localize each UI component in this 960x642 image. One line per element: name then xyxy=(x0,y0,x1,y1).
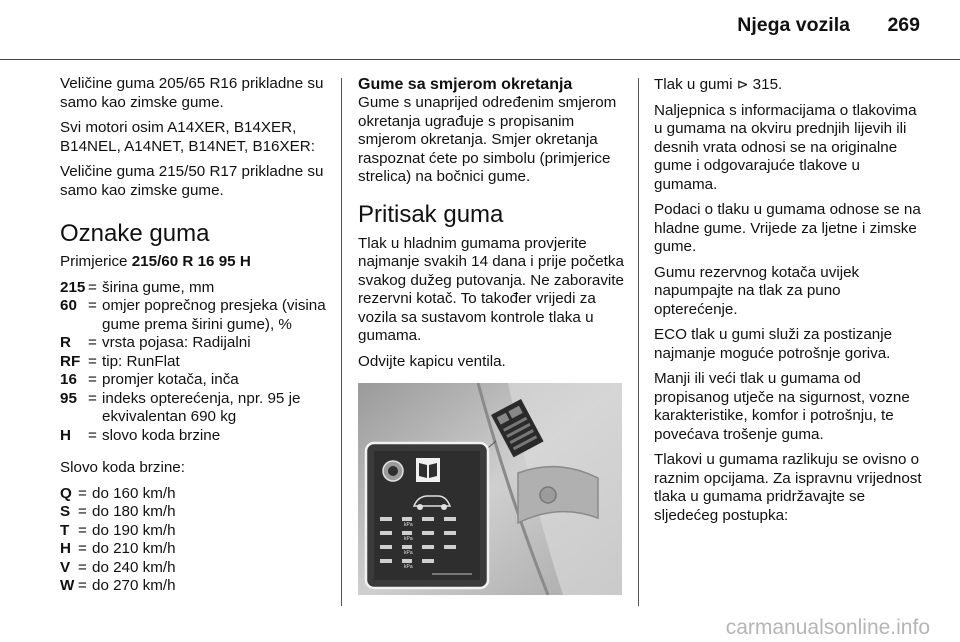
def-value: omjer poprečnog presjeka (visina gume prema širini gume), % xyxy=(102,297,326,333)
tire-pressure-label-illustration xyxy=(358,383,622,595)
example-line xyxy=(60,253,330,272)
speed-value: do 240 km/h xyxy=(92,558,176,576)
speed-row xyxy=(60,559,176,578)
paragraph: ECO tlak u gumi služi za postizanje najmanje moguće potrošnje goriva. xyxy=(654,326,893,362)
def-eq: = xyxy=(88,389,97,407)
speed-eq: = xyxy=(78,484,87,502)
page-ref-arrow-icon: ⊳ xyxy=(736,76,749,92)
speed-eq: = xyxy=(78,521,87,539)
speed-code-list xyxy=(60,485,176,596)
column-2 xyxy=(358,75,626,595)
def-eq: = xyxy=(88,297,97,314)
tire-label-inset xyxy=(366,443,488,588)
def-eq: = xyxy=(88,278,97,296)
paragraph: Odvijte kapicu ventila. xyxy=(358,352,506,370)
paragraph: Gume s unaprijed određenim smjerom okretanja ugrađuje s propisanim smjerom okretanja. Smjer okretanja raspoznat ćete po simbolu (primjerice strelica) na bočnici gume. xyxy=(358,94,617,185)
definition-row xyxy=(60,334,330,353)
paragraph: Veličine guma 215/50 R17 prikladne su samo kao zimske gume. xyxy=(60,163,324,199)
cross-reference xyxy=(654,75,924,95)
kpa-label: kPa xyxy=(404,522,413,528)
def-key: 215 xyxy=(60,278,86,296)
speed-eq: = xyxy=(78,540,87,557)
page-number: 269 xyxy=(887,14,920,36)
definition-row xyxy=(60,353,330,372)
def-key: H xyxy=(60,426,71,444)
header-rule xyxy=(0,59,960,60)
speed-key: S xyxy=(60,503,71,520)
def-key: 16 xyxy=(60,371,77,388)
def-key: R xyxy=(60,334,71,351)
paragraph: Tlakovi u gumama razlikuju se ovisno o raznim opcijama. Za ispravnu vrijednost tlaka u gumama pridržavajte se sljedećeg postupka: xyxy=(654,451,922,524)
def-value: tip: RunFlat xyxy=(102,352,180,370)
kpa-label: kPa xyxy=(404,564,413,570)
def-key: RF xyxy=(60,352,81,370)
speed-row xyxy=(60,522,176,541)
paragraph: Podaci o tlaku u gumama odnose se na hladne gume. Vrijede za ljetne i zimske gume. xyxy=(654,201,921,255)
kpa-label: kPa xyxy=(404,536,413,542)
door-pillar-photo xyxy=(358,383,622,595)
section-heading: Gume sa smjerom okretanja xyxy=(358,76,573,93)
speed-row xyxy=(60,503,176,522)
example-label: Primjerice xyxy=(60,253,132,270)
speed-value: do 180 km/h xyxy=(92,503,176,520)
speed-value: do 190 km/h xyxy=(92,521,176,539)
paragraph: Naljepnica s informacijama o tlakovima u gumama na okviru prednjih lijevih ili desnih vrata odnosi se na originalne gume i odgovarajuće tlakove u gumama. xyxy=(654,101,917,193)
speed-key: Q xyxy=(60,484,72,502)
definition-row xyxy=(60,427,330,446)
speed-row xyxy=(60,540,176,559)
column-divider-1 xyxy=(341,78,342,606)
def-value: slovo koda brzine xyxy=(102,426,221,444)
speed-eq: = xyxy=(78,503,87,520)
def-eq: = xyxy=(88,371,97,388)
reference-text: Tlak u gumi xyxy=(654,76,737,93)
example-value: 215/60 R 16 95 H xyxy=(131,253,251,270)
def-key: 60 xyxy=(60,297,77,314)
def-value: promjer kotača, inča xyxy=(102,371,239,388)
speed-key: V xyxy=(60,558,71,576)
def-value: širina gume, mm xyxy=(102,278,215,296)
tire-code-definitions xyxy=(60,279,330,446)
paragraph: Veličine guma 205/65 R16 prikladne su samo kao zimske gume. xyxy=(60,75,324,111)
definition-row xyxy=(60,297,330,334)
speed-key: W xyxy=(60,577,75,594)
speed-code-label: Slovo koda brzine: xyxy=(60,459,185,476)
speed-row xyxy=(60,577,176,596)
speed-key: H xyxy=(60,540,71,557)
kpa-label: kPa xyxy=(404,550,413,556)
header-title: Njega vozila xyxy=(737,14,850,36)
speed-value: do 160 km/h xyxy=(92,484,176,502)
def-value: vrsta pojasa: Radijalni xyxy=(102,334,251,351)
speed-eq: = xyxy=(78,558,87,576)
site-watermark: carmanualsonline.info xyxy=(725,616,930,639)
column-divider-2 xyxy=(638,78,639,606)
definition-row xyxy=(60,371,330,390)
speed-value: do 270 km/h xyxy=(92,577,176,594)
speed-eq: = xyxy=(78,577,87,594)
paragraph: Svi motori osim A14XER, B14XER, B14NEL, A14NET, B14NET, B16XER: xyxy=(60,119,315,155)
speed-value: do 210 km/h xyxy=(92,540,176,557)
reference-page[interactable]: 315. xyxy=(748,76,783,93)
column-1 xyxy=(60,75,330,610)
section-heading: Pritisak guma xyxy=(358,200,504,228)
def-eq: = xyxy=(88,426,97,444)
column-3 xyxy=(654,75,924,532)
def-value: indeks opterećenja, npr. 95 je ekvivalentan 690 kg xyxy=(102,389,301,425)
definition-row xyxy=(60,390,330,427)
speed-key: T xyxy=(60,521,70,539)
def-key: 95 xyxy=(60,389,77,407)
paragraph: Gumu rezervnog kotača uvijek napumpajte na tlak za puno opterećenje. xyxy=(654,263,860,318)
section-heading: Oznake guma xyxy=(60,220,210,247)
paragraph: Manji ili veći tlak u gumama od propisanog utječe na sigurnost, vozne karakteristike, komfor i potrošnju, te povećava trošenje guma. xyxy=(654,370,910,443)
def-eq: = xyxy=(88,352,97,370)
def-eq: = xyxy=(88,334,97,351)
speed-row xyxy=(60,485,176,504)
paragraph: Tlak u hladnim gumama provjerite najmanje svakih 14 dana i prije početka svakog dužeg putovanja. Ne zaboravite rezervni kotač. To također vrijedi za vozila sa sustavom kontrole tlaka u gumama. xyxy=(358,234,624,344)
definition-row xyxy=(60,279,330,298)
